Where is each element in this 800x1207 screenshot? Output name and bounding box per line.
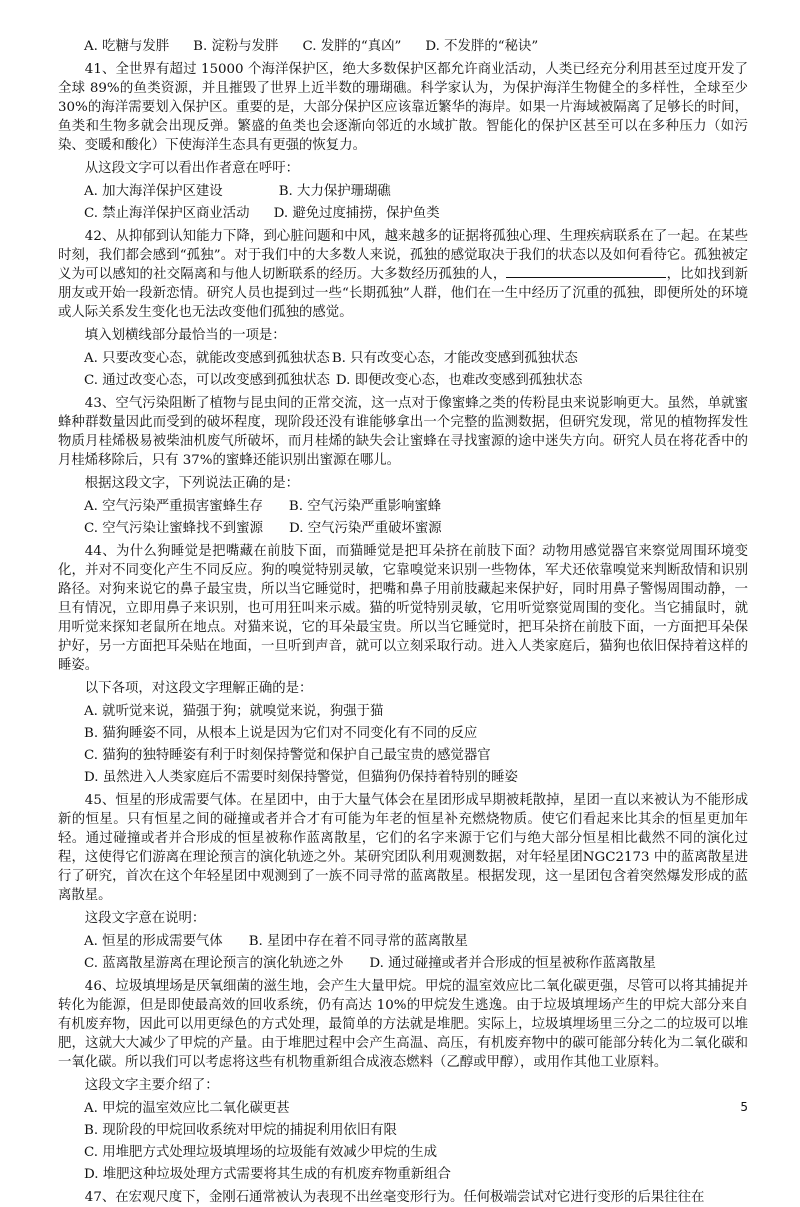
q45-option-b: B. 星团中存在着不同寻常的蓝离散星 [248, 934, 468, 949]
q40-option-a: A. 吃糖与发胖 [84, 39, 170, 54]
q45-passage: 45、恒星的形成需要气体。在星团中，由于大量气体会在星团形成早期被耗散掉，星团一直以来被认为不能形成新的恒星。只有恒星之间的碰撞或者并合才有可能为年老的恒星补充燃烧物质。使它们看起来比其余的恒星更加年轻。通过碰撞或者并合形成的恒星被称作蓝离散星，它们的名字来源于它们与绝大部分恒星相比截然不同的演化过程，这使得它们游离在理论预言的演化轨迹之外。某研究团队利用观测数据，对年轻星团NGC2173 中的蓝离散星进行了研究，首次在这个年轻星团中观测到了一族不同寻常的蓝离散星。根据发现，这一星团包含着突然爆发形成的蓝离散星。 [58, 793, 748, 903]
q42-blank-line [506, 265, 666, 278]
q44-option-b: B. 猫狗睡姿不同，从根本上说是因为它们对不同变化有不同的反应 [84, 726, 478, 741]
q43-stem: 根据这段文字，下列说法正确的是： [84, 476, 300, 491]
question-44 [58, 542, 748, 789]
q47-passage: 47、在宏观尺度下，金刚石通常被认为表现不出丝毫变形行为。任何极端尝试对它进行变形的后果往往在 [84, 1190, 705, 1205]
question-46 [58, 977, 748, 1186]
q43-option-b: B. 空气污染严重影响蜜蜂 [288, 499, 442, 514]
q44-passage: 44、为什么狗睡觉是把嘴藏在前肢下面，而猫睡觉是把耳朵挤在前肢下面？动物用感觉器官来察觉周围环境变化，并对不同变化产生不同反应。狗的嗅觉特别灵敏，它靠嗅觉来识别一些物体，军犬还依靠嗅觉来判断敌情和识别路径。对狗来说它的鼻子最宝贵，所以当它睡觉时，把嘴和鼻子用前肢藏起来保护好，同时用鼻子警惕周围动静，一旦有情况，立即用鼻子来识别，也可用狂叫来示威。猫的听觉特别灵敏，它用听觉察觉周围的变化。当它捕鼠时，就用听觉来探知老鼠所在地点。对猫来说，它的耳朵最宝贵。所以当它睡觉时，把耳朵挤在前肢下面，一方面把耳朵保护好，另一方面把耳朵贴在地面，一旦听到声音，就可以立刻采取行动。进入人类家庭后，猫狗也依旧保持着这样的睡姿。 [58, 544, 748, 673]
q45-option-c: C. 蓝离散星游离在理论预言的演化轨迹之外 [84, 956, 344, 971]
q42-option-b: B. 只有改变心态，才能改变感到孤独状态 [331, 351, 578, 366]
q42-stem: 填入划横线部分最恰当的一项是： [84, 328, 286, 343]
question-42 [58, 227, 748, 392]
q42-option-a: A. 只要改变心态，就能改变感到孤独状态 [84, 351, 330, 366]
question-41 [58, 60, 748, 225]
q41-options-row1 [58, 181, 748, 203]
q41-option-d: D. 避免过度捕捞，保护鱼类 [273, 206, 440, 221]
question-47 [58, 1188, 748, 1207]
q44-option-d: D. 虽然进入人类家庭后不需要时刻保持警觉，但猫狗仍保持着特别的睡姿 [84, 770, 518, 785]
q40-options [58, 36, 748, 58]
q46-option-d: D. 堆肥这种垃圾处理方式需要将其生成的有机废弃物重新组合 [84, 1167, 451, 1182]
q42-text-after-blank: ，比如找到新朋友或开始一段新恋情。研究人员也提到过一些“长期孤独”人群，他们在一生中经历了沉重的孤独，即便所处的环境或人际关系发生变化也无法改变他们孤独的感觉。 [58, 267, 749, 320]
q42-option-c: C. 通过改变心态，可以改变感到孤独状态 [84, 373, 330, 388]
q45-option-a: A. 恒星的形成需要气体 [84, 934, 223, 949]
q43-options-row1 [58, 496, 748, 518]
q45-options-row2 [58, 953, 748, 975]
q44-option-a: A. 就听觉来说，猫强于狗；就嗅觉来说，狗强于猫 [84, 704, 384, 719]
page-number: 5 [740, 1100, 748, 1114]
q41-option-b: B. 大力保护珊瑚礁 [278, 184, 391, 199]
q41-option-a: A. 加大海洋保护区建设 [84, 184, 223, 199]
q42-option-d: D. 即便改变心态，也难改变感到孤独状态 [335, 373, 583, 388]
q42-passage [58, 227, 748, 322]
q40-option-b: B. 淀粉与发胖 [193, 39, 279, 54]
exam-page [58, 36, 748, 1207]
q44-stem: 以下各项，对这段文字理解正确的是： [84, 681, 313, 696]
q43-passage: 43、空气污染阻断了植物与昆虫间的正常交流，这一点对于像蜜蜂之类的传粉昆虫来说影响更大。虽然，单就蜜蜂种群数量因此而受到的破坏程度，现阶段还没有谁能够拿出一个完整的监测数据，但研究发现，常见的植物挥发性物质月桂烯极易被柴油机废气所破坏，而月桂烯的缺失会让蜜蜂在寻找蜜源的途中迷失方向。研究人员在将花香中的月桂烯移除后，只有 37%的蜜蜂还能识别出蜜源在哪儿。 [58, 396, 748, 468]
q43-option-d: D. 空气污染严重破坏蜜源 [288, 521, 442, 536]
q42-options-row1 [58, 348, 748, 370]
question-43 [58, 394, 748, 540]
q40-option-c: C. 发胖的“真凶” [302, 39, 402, 54]
q40-option-d: D. 不发胖的“秘诀” [425, 39, 539, 54]
q45-stem: 这段文字意在说明： [84, 911, 206, 926]
q43-options-row2 [58, 518, 748, 540]
q44-option-c: C. 猫狗的独特睡姿有利于时刻保持警觉和保护自己最宝贵的感觉器官 [84, 748, 491, 763]
q41-stem: 从这段文字可以看出作者意在呼吁： [84, 161, 300, 176]
q46-passage: 46、垃圾填埋场是厌氧细菌的滋生地，会产生大量甲烷。甲烷的温室效应比二氧化碳更强，尽管可以将其捕捉并转化为能源，但是即使最高效的回收系统，仍有高达 10%的甲烷发生逃逸。由于垃圾填埋场产生的甲烷大部分来自有机废弃物，因此可以用更绿色的方式处理，最简单的方法就是堆肥。实际上，垃圾填埋场里三分之二的垃圾可以堆肥，这就大大减少了甲烷的产量。由于堆肥过程中会产生高温、高压，有机废弃物中的碳可能部分转化为二氧化碳和一氧化碳。所以我们可以考虑将这些有机物重新组合成液态燃料（乙醇或甲醇），或用作其他工业原料。 [58, 979, 748, 1070]
q43-option-a: A. 空气污染严重损害蜜蜂生存 [84, 499, 263, 514]
q42-options-row2 [58, 370, 748, 392]
q41-passage: 41、全世界有超过 15000 个海洋保护区，绝大多数保护区都允许商业活动，人类已经充分利用甚至过度开发了全球 89%的鱼类资源，并且摧毁了世界上近半数的珊瑚礁。科学家认为，为保护海洋生物健全的多样性，全球至少 30%的海洋需要划入保护区。重要的是，大部分保护区应该靠近繁华的海岸。如果一片海域被隔离了足够长的时间，鱼类和生物多就会出现反弹。繁盛的鱼类也会逐渐向邻近的水域扩散。智能化的保护区甚至可以在多种压力（如污染、变暖和酸化）下使海洋生态具有更强的恢复力。 [58, 62, 748, 153]
q46-stem: 这段文字主要介绍了： [84, 1078, 219, 1093]
q46-option-b: B. 现阶段的甲烷回收系统对甲烷的捕捉利用依旧有限 [84, 1123, 397, 1138]
q46-option-a: A. 甲烷的温室效应比二氧化碳更甚 [84, 1101, 290, 1116]
q46-option-c: C. 用堆肥方式处理垃圾填埋场的垃圾能有效减少甲烷的生成 [84, 1145, 438, 1160]
q45-option-d: D. 通过碰撞或者并合形成的恒星被称作蓝离散星 [369, 956, 656, 971]
q42-text-before-blank: 42、从抑郁到认知能力下降，到心脏问题和中风，越来越多的证据将孤独心理、生理疾病联系在了一起。在某些时刻，我们都会感到“孤独”。对于我们中的大多数人来说，孤独的感觉取决于我们的状态以及如何看待它。孤独被定义为可以感知的社交隔离和与他人切断联系的经历。大多数经历孤独的人， [58, 229, 748, 282]
question-45 [58, 791, 748, 975]
q43-option-c: C. 空气污染让蜜蜂找不到蜜源 [84, 521, 263, 536]
q45-options-row1 [58, 931, 748, 953]
q41-options-row2 [58, 203, 748, 225]
q41-option-c: C. 禁止海洋保护区商业活动 [84, 206, 250, 221]
